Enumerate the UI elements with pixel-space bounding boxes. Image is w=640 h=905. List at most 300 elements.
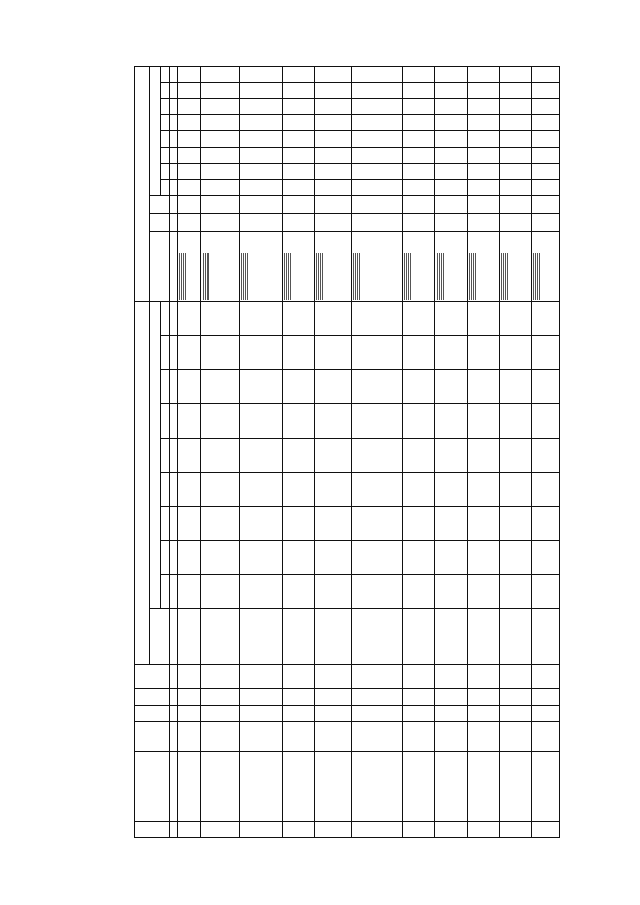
row-cell: [403, 302, 435, 336]
column-number: [170, 721, 178, 751]
row-cell: [282, 147, 314, 163]
row-cell: [467, 179, 499, 195]
row-cell: [499, 67, 531, 83]
row-name: [435, 751, 467, 821]
row-cell: [315, 472, 352, 506]
row-responsible: [177, 721, 201, 751]
column-number: [170, 540, 178, 574]
row-cell: [239, 336, 282, 370]
row-start: [499, 705, 531, 721]
row-cell: [315, 67, 352, 83]
text-line-placeholder: [355, 253, 356, 300]
row-source: [531, 665, 559, 689]
row-cell: [499, 83, 531, 99]
row-cell: [351, 370, 403, 404]
row-cell: [467, 404, 499, 438]
year-header: [161, 575, 170, 609]
indicator-year-header: [161, 131, 170, 147]
row-cell: [435, 404, 467, 438]
indicator-year-header: [161, 147, 170, 163]
row-cell: [531, 179, 559, 195]
row-cell: [239, 213, 282, 231]
row-cell: [201, 540, 240, 574]
row-cell: [403, 83, 435, 99]
row-cell: [403, 575, 435, 609]
row-total: [177, 609, 201, 665]
row-cell: [403, 506, 435, 540]
row-cell: [499, 370, 531, 404]
row-cell: [201, 506, 240, 540]
row-cell: [239, 83, 282, 99]
row-cell: [351, 67, 403, 83]
row-cell: [239, 147, 282, 163]
row-cell: [177, 438, 201, 472]
text-line-placeholder: [406, 253, 407, 300]
row-cell: [282, 575, 314, 609]
header-responsible: [135, 721, 170, 751]
row-cell: [177, 302, 201, 336]
row-cell: [239, 472, 282, 506]
row-cell: [499, 131, 531, 147]
row-cell: [315, 231, 352, 301]
row-cell: [499, 195, 531, 213]
row-end: [499, 689, 531, 705]
text-line-placeholder: [245, 253, 246, 300]
row-cell: [435, 163, 467, 179]
row-cell: [351, 472, 403, 506]
row-cell: [201, 99, 240, 115]
indicator-year-header: [161, 179, 170, 195]
row-responsible: [315, 721, 352, 751]
program-table: [134, 66, 560, 838]
row-responsible: [351, 721, 403, 751]
row-name: [499, 751, 531, 821]
row-no: [177, 821, 201, 837]
row-start: [282, 705, 314, 721]
column-number-row: [170, 67, 178, 838]
row-cell: [282, 370, 314, 404]
column-number: [170, 609, 178, 665]
table-row: [239, 67, 282, 838]
row-source: [177, 665, 201, 689]
column-number: [170, 506, 178, 540]
indicator-year-header: [161, 67, 170, 83]
row-cell: [351, 195, 403, 213]
row-cell: [531, 302, 559, 336]
header-financing: [135, 302, 150, 665]
row-no: [239, 821, 282, 837]
row-cell: [282, 540, 314, 574]
row-source: [403, 665, 435, 689]
row-cell: [435, 506, 467, 540]
row-start: [435, 705, 467, 721]
row-no: [351, 821, 403, 837]
row-cell: [403, 231, 435, 301]
row-name: [315, 751, 352, 821]
row-cell: [499, 438, 531, 472]
text-line-placeholder: [505, 253, 506, 300]
row-cell: [531, 195, 559, 213]
row-cell: [403, 115, 435, 131]
text-line-placeholder: [503, 253, 504, 300]
row-total: [531, 609, 559, 665]
row-cell: [177, 147, 201, 163]
row-cell: [531, 213, 559, 231]
row-cell: [467, 370, 499, 404]
row-cell: [435, 179, 467, 195]
row-responsible: [403, 721, 435, 751]
text-line-placeholder: [205, 253, 206, 300]
row-no: [282, 821, 314, 837]
row-cell: [435, 99, 467, 115]
row-cell: [467, 131, 499, 147]
row-cell: [177, 404, 201, 438]
row-source: [201, 665, 240, 689]
row-cell: [351, 575, 403, 609]
row-end: [467, 689, 499, 705]
row-cell: [499, 506, 531, 540]
row-cell: [315, 575, 352, 609]
row-cell: [351, 163, 403, 179]
row-cell: [239, 438, 282, 472]
row-source: [282, 665, 314, 689]
column-number: [170, 404, 178, 438]
row-cell: [239, 115, 282, 131]
row-cell: [282, 404, 314, 438]
indicator-year-header: [161, 115, 170, 131]
row-cell: [351, 179, 403, 195]
text-line-placeholder: [203, 253, 204, 300]
row-cell: [239, 99, 282, 115]
row-cell: [282, 179, 314, 195]
row-cell: [467, 115, 499, 131]
row-start: [531, 705, 559, 721]
row-cell: [467, 231, 499, 301]
header-event-name: [135, 751, 170, 821]
row-cell: [315, 131, 352, 147]
row-start: [467, 705, 499, 721]
row-cell: [282, 99, 314, 115]
row-cell: [499, 540, 531, 574]
row-cell: [403, 472, 435, 506]
row-cell: [201, 131, 240, 147]
row-source: [499, 665, 531, 689]
row-cell: [315, 99, 352, 115]
row-end: [435, 689, 467, 705]
column-number: [170, 231, 178, 301]
row-cell: [351, 213, 403, 231]
row-no: [435, 821, 467, 837]
document-header: [76, 70, 132, 834]
row-cell: [201, 213, 240, 231]
text-line-placeholder: [441, 253, 442, 300]
row-cell: [315, 506, 352, 540]
text-line-placeholder: [185, 253, 186, 300]
column-number: [170, 821, 178, 837]
table-row: [435, 67, 467, 838]
row-cell: [315, 179, 352, 195]
row-cell: [315, 336, 352, 370]
text-line-placeholder: [473, 253, 474, 300]
row-cell: [351, 115, 403, 131]
row-cell: [239, 179, 282, 195]
row-cell: [177, 131, 201, 147]
row-cell: [282, 115, 314, 131]
row-cell: [201, 302, 240, 336]
column-number: [170, 336, 178, 370]
row-cell: [435, 67, 467, 83]
row-cell: [403, 336, 435, 370]
row-cell: [201, 370, 240, 404]
row-name: [351, 751, 403, 821]
row-cell: [531, 147, 559, 163]
row-responsible: [435, 721, 467, 751]
text-line-placeholder: [533, 253, 534, 300]
row-no: [315, 821, 352, 837]
row-cell: [467, 163, 499, 179]
row-cell: [177, 506, 201, 540]
row-end: [282, 689, 314, 705]
row-cell: [403, 163, 435, 179]
column-number: [170, 131, 178, 147]
row-cell: [499, 163, 531, 179]
table-row: [201, 67, 240, 838]
row-cell: [239, 370, 282, 404]
row-cell: [351, 404, 403, 438]
column-number: [170, 83, 178, 99]
year-header: [161, 336, 170, 370]
row-cell: [239, 404, 282, 438]
row-cell: [239, 575, 282, 609]
row-cell: [531, 438, 559, 472]
row-name: [201, 751, 240, 821]
row-cell: [201, 67, 240, 83]
column-number: [170, 115, 178, 131]
row-no: [467, 821, 499, 837]
text-line-placeholder: [318, 253, 319, 300]
row-cell: [435, 115, 467, 131]
row-cell: [467, 302, 499, 336]
row-source: [239, 665, 282, 689]
row-cell: [177, 575, 201, 609]
row-cell: [531, 336, 559, 370]
row-cell: [467, 506, 499, 540]
row-total: [239, 609, 282, 665]
header-end: [135, 689, 170, 705]
row-responsible: [467, 721, 499, 751]
row-cell: [351, 438, 403, 472]
table-row: [351, 67, 403, 838]
row-cell: [201, 438, 240, 472]
row-cell: [467, 195, 499, 213]
column-number: [170, 67, 178, 83]
column-number: [170, 179, 178, 195]
row-cell: [435, 302, 467, 336]
row-end: [351, 689, 403, 705]
table-row: [467, 67, 499, 838]
row-cell: [403, 370, 435, 404]
row-responsible: [531, 721, 559, 751]
row-cell: [467, 67, 499, 83]
row-cell: [531, 472, 559, 506]
row-total: [315, 609, 352, 665]
row-cell: [435, 540, 467, 574]
row-cell: [499, 336, 531, 370]
row-end: [403, 689, 435, 705]
row-cell: [201, 336, 240, 370]
text-line-placeholder: [208, 253, 209, 300]
row-name: [403, 751, 435, 821]
header-unit: [150, 213, 170, 231]
row-cell: [239, 195, 282, 213]
row-cell: [435, 336, 467, 370]
row-cell: [201, 575, 240, 609]
header-indicators: [135, 67, 150, 302]
text-line-placeholder: [408, 253, 409, 300]
row-cell: [403, 195, 435, 213]
text-line-placeholder: [241, 253, 242, 300]
row-start: [177, 705, 201, 721]
row-name: [177, 751, 201, 821]
column-number: [170, 575, 178, 609]
row-cell: [531, 575, 559, 609]
row-total: [467, 609, 499, 665]
row-cell: [467, 540, 499, 574]
row-cell: [282, 195, 314, 213]
row-cell: [315, 83, 352, 99]
row-cell: [177, 336, 201, 370]
row-cell: [351, 506, 403, 540]
row-cell: [403, 147, 435, 163]
text-line-placeholder: [535, 253, 536, 300]
text-line-placeholder: [353, 253, 354, 300]
column-number: [170, 751, 178, 821]
row-cell: [201, 115, 240, 131]
indicator-year-header: [161, 163, 170, 179]
text-line-placeholder: [290, 253, 291, 300]
column-number: [170, 195, 178, 213]
row-cell: [351, 302, 403, 336]
row-cell: [177, 67, 201, 83]
text-line-placeholder: [181, 253, 182, 300]
row-responsible: [499, 721, 531, 751]
column-number: [170, 705, 178, 721]
row-cell: [201, 179, 240, 195]
row-cell: [435, 438, 467, 472]
row-cell: [282, 163, 314, 179]
table-row: [315, 67, 352, 838]
row-cell: [403, 438, 435, 472]
table-row: [177, 67, 201, 838]
row-responsible: [239, 721, 282, 751]
row-cell: [201, 404, 240, 438]
text-line-placeholder: [439, 253, 440, 300]
year-header: [161, 438, 170, 472]
text-line-placeholder: [539, 253, 540, 300]
row-cell: [499, 147, 531, 163]
row-cell: [531, 163, 559, 179]
row-cell: [239, 540, 282, 574]
text-line-placeholder: [316, 253, 317, 300]
row-cell: [315, 540, 352, 574]
row-cell: [282, 213, 314, 231]
row-cell: [531, 99, 559, 115]
text-line-placeholder: [475, 253, 476, 300]
text-line-placeholder: [471, 253, 472, 300]
row-cell: [351, 147, 403, 163]
text-line-placeholder: [322, 253, 323, 300]
row-cell: [315, 163, 352, 179]
row-total: [201, 609, 240, 665]
column-number: [170, 99, 178, 115]
row-cell: [531, 506, 559, 540]
column-number: [170, 689, 178, 705]
row-cell: [177, 231, 201, 301]
row-cell: [499, 231, 531, 301]
row-responsible: [282, 721, 314, 751]
row-cell: [315, 302, 352, 336]
column-number: [170, 438, 178, 472]
text-line-placeholder: [359, 253, 360, 300]
row-cell: [315, 115, 352, 131]
text-line-placeholder: [183, 253, 184, 300]
row-cell: [499, 99, 531, 115]
row-cell: [351, 540, 403, 574]
text-line-placeholder: [288, 253, 289, 300]
table-row: [531, 67, 559, 838]
row-cell: [351, 336, 403, 370]
row-no: [499, 821, 531, 837]
year-header: [161, 370, 170, 404]
row-start: [315, 705, 352, 721]
row-cell: [403, 131, 435, 147]
row-cell: [467, 83, 499, 99]
rotated-landscape-sheet: [70, 42, 570, 862]
row-cell: [177, 213, 201, 231]
indicator-year-header: [161, 99, 170, 115]
row-cell: [499, 404, 531, 438]
row-cell: [201, 195, 240, 213]
program-table-wrapper: [134, 66, 560, 838]
header-by-year: [150, 302, 161, 609]
row-cell: [531, 540, 559, 574]
row-cell: [239, 231, 282, 301]
text-line-placeholder: [410, 253, 411, 300]
row-cell: [435, 370, 467, 404]
row-cell: [351, 99, 403, 115]
row-cell: [282, 506, 314, 540]
row-cell: [239, 506, 282, 540]
table-row: [403, 67, 435, 838]
table-body: [170, 67, 560, 838]
row-cell: [435, 472, 467, 506]
text-line-placeholder: [537, 253, 538, 300]
year-header: [161, 540, 170, 574]
row-cell: [467, 213, 499, 231]
row-cell: [315, 195, 352, 213]
table-row: [282, 67, 314, 838]
row-cell: [435, 147, 467, 163]
row-cell: [282, 438, 314, 472]
row-cell: [201, 163, 240, 179]
row-cell: [435, 213, 467, 231]
row-cell: [239, 302, 282, 336]
row-cell: [282, 131, 314, 147]
row-cell: [177, 472, 201, 506]
header-sources: [135, 665, 170, 689]
row-cell: [177, 540, 201, 574]
row-cell: [467, 472, 499, 506]
